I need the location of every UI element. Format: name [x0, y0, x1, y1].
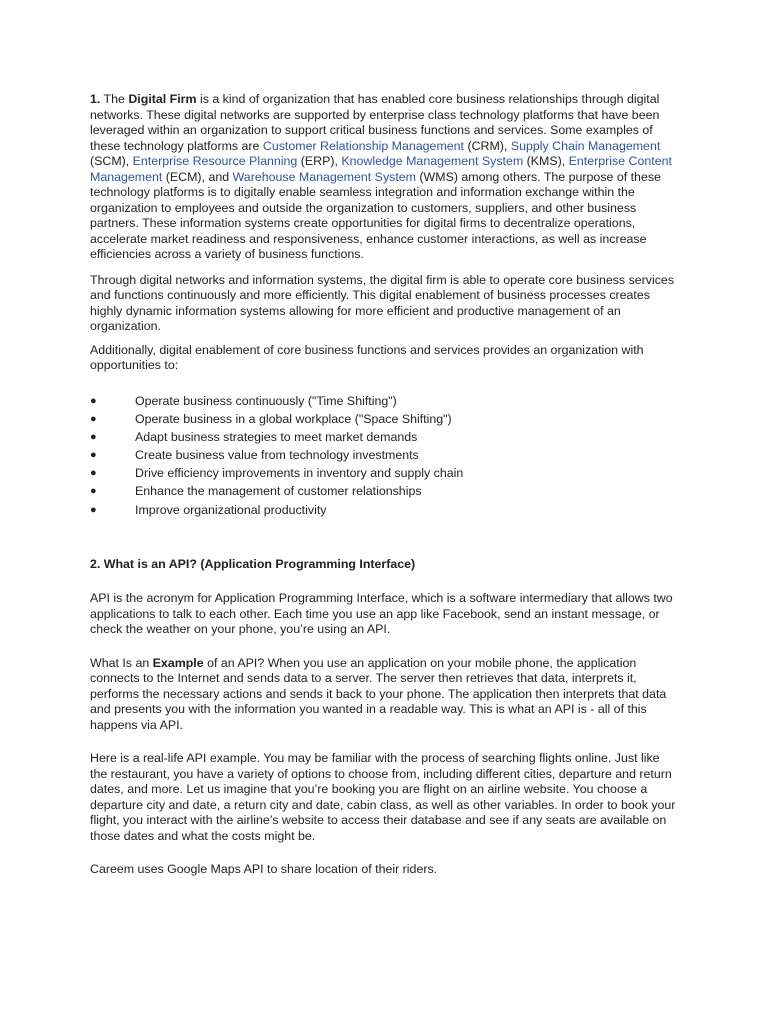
bullet-icon: ● [90, 467, 97, 480]
text-erp: (ERP), [297, 154, 342, 168]
list-item: ● Adapt business strategies to meet market demands [90, 428, 678, 446]
intro-the: The [100, 92, 129, 106]
intro-text: is a kind of organization that has enabled core business relationships through digital networks. These digital networks are supported by enterprise class technology platforms that have been leveraged within an organization to support critical business functions and services. Some examples of these technology platforms are [90, 92, 660, 153]
digital-firm-term: Digital Firm [128, 92, 197, 106]
link-ecm[interactable]: Enterprise Content Management [90, 154, 672, 184]
text-scm: (SCM), [90, 154, 133, 168]
text-ecm: (ECM), and [162, 169, 233, 184]
list-item: ● Create business value from technology investments [90, 446, 678, 464]
link-kms[interactable]: Knowledge Management System [341, 154, 524, 168]
section2-paragraph-3: Here is a real-life API example. You may be familiar with the process of searching flights online. Just like the restaurant, you have a variety of options to choose from, including different cities, departure and return dates, and more. Let us imagine that you’re booking you are flight on an airline website. You choose a departure city and date, a return city and date, cabin class, as well as other variables. In order to book your flight, you interact with the airline’s website to access their database and see if any seats are available on those dates and what the costs might be. [90, 751, 676, 843]
section1-paragraph-3: Additionally, digital enablement of core business functions and services provides an organization with opportunities to: [90, 342, 644, 372]
link-crm[interactable]: Customer Relationship Management [262, 138, 464, 153]
section1-number: 1. [90, 92, 101, 106]
opportunities-list [90, 392, 678, 519]
link-scm[interactable]: Supply Chain Management [510, 138, 661, 153]
bullet-icon: ● [90, 412, 97, 425]
link-erp[interactable]: Enterprise Resource Planning [132, 154, 298, 168]
bullet-icon: ● [90, 503, 97, 516]
list-item: ● Enhance the management of customer relationships [90, 482, 678, 500]
section2-paragraph-2: What Is an Example of an API? When you use an application on your mobile phone, the application connects to the Internet and sends data to a server. The server then retrieves that data, interprets it, performs the necessary actions and sends it back to your phone. The application then interprets that data and presents you with the information you wanted in a readable way. This is what an API is - all of this happens via API. [90, 655, 667, 732]
bullet-icon: ● [90, 485, 97, 498]
list-item: ● Operate business continuously ("Time Shifting") [90, 392, 678, 410]
bullet-icon: ● [90, 430, 97, 443]
example-term: Example [152, 655, 204, 670]
section2-paragraph-1: API is the acronym for Application Programming Interface, which is a software intermediary that allows two applications to talk to each other. Each time you use an app like Facebook, send an instant message, or check the weather on your phone, you’re using an API. [90, 591, 673, 637]
link-wms[interactable]: Warehouse Management System [232, 169, 416, 184]
list-item: ● Improve organizational productivity [90, 501, 678, 519]
section2-paragraph-4: Careem uses Google Maps API to share location of their riders. [90, 862, 438, 877]
list-item: ● Operate business in a global workplace ("Space Shifting") [90, 410, 678, 428]
text-end: (WMS) among others. The purpose of these technology platforms is to digitally enable seamless integration and information exchange within the organization to employees and outside the organization to customers, suppliers, and other business partners. These information systems create opportunities for digital firms to decentralize operations, accelerate market readiness and responsiveness, enhance customer interactions, as well as increase efficiencies across a variety of business functions. [90, 169, 661, 261]
document-page [90, 92, 678, 878]
section1-intro-paragraph [90, 92, 678, 263]
bullet-icon: ● [90, 394, 97, 407]
bullet-icon: ● [90, 449, 97, 462]
section2-heading: 2. What is an API? (Application Programming Interface) [90, 556, 416, 571]
text-crm: (CRM), [464, 138, 511, 153]
list-item: ● Drive efficiency improvements in inventory and supply chain [90, 464, 678, 482]
section1-paragraph-2: Through digital networks and information systems, the digital firm is able to operate core business services and functions continuously and more efficiently. This digital enablement of business processes creates highly dynamic information systems allowing for more efficient and productive management of an organization. [90, 272, 675, 333]
text-kms: (KMS), [523, 154, 569, 168]
